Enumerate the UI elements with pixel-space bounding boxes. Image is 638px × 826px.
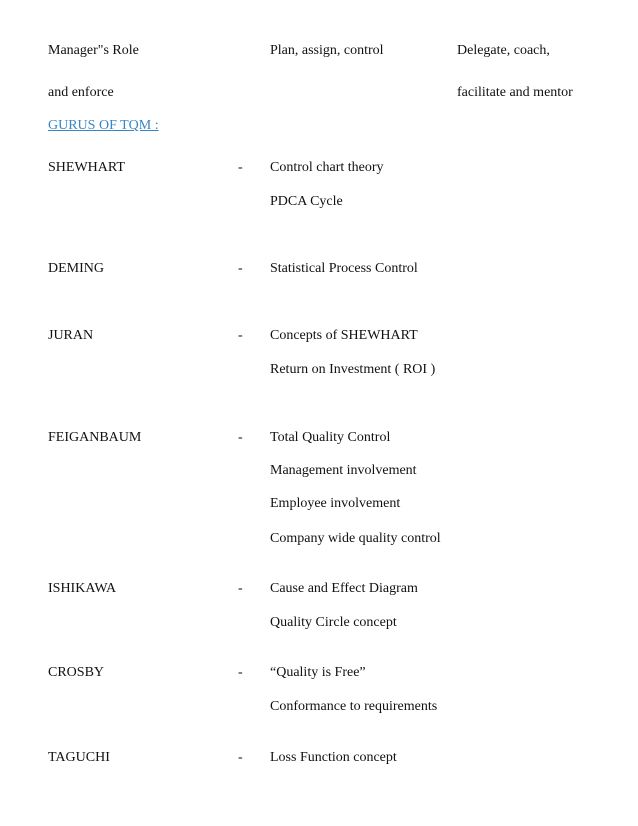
contribution-item: Loss Function concept <box>270 750 397 765</box>
contribution-item: Control chart theory <box>270 160 384 175</box>
guru-name-feiganbaum: FEIGANBAUM <box>48 430 142 445</box>
separator-dash: - <box>238 160 243 175</box>
contribution-item: Quality Circle concept <box>270 615 397 630</box>
guru-name-shewhart: SHEWHART <box>48 160 125 175</box>
managers-role-label: Manager"s Role <box>48 43 139 58</box>
contribution-item: Total Quality Control <box>270 430 391 445</box>
guru-name-crosby: CROSBY <box>48 665 105 680</box>
delegate-coach-text: Delegate, coach, <box>457 43 550 58</box>
contribution-item: Conformance to requirements <box>270 699 438 714</box>
separator-dash: - <box>238 328 243 343</box>
contribution-item: PDCA Cycle <box>270 194 343 209</box>
contribution-item: Statistical Process Control <box>270 261 418 276</box>
guru-name-ishikawa: ISHIKAWA <box>48 581 117 596</box>
facilitate-mentor-text: facilitate and mentor <box>457 85 573 100</box>
separator-dash: - <box>238 581 243 596</box>
guru-name-taguchi: TAGUCHI <box>48 750 110 765</box>
separator-dash: - <box>238 430 243 445</box>
separator-dash: - <box>238 665 243 680</box>
guru-name-juran: JURAN <box>48 328 94 343</box>
separator-dash: - <box>238 261 243 276</box>
contribution-item: Cause and Effect Diagram <box>270 581 418 596</box>
contribution-item: Employee involvement <box>270 496 401 511</box>
contribution-item: Concepts of SHEWHART <box>270 328 418 343</box>
and-enforce-text: and enforce <box>48 85 114 100</box>
guru-name-deming: DEMING <box>48 261 104 276</box>
gurus-of-tqm-heading[interactable]: GURUS OF TQM : <box>48 118 159 133</box>
plan-assign-control-text: Plan, assign, control <box>270 43 384 58</box>
separator-dash: - <box>238 750 243 765</box>
contribution-item: “Quality is Free” <box>270 665 366 680</box>
contribution-item: Company wide quality control <box>270 531 441 546</box>
contribution-item: Management involvement <box>270 463 417 478</box>
contribution-item: Return on Investment ( ROI ) <box>270 362 436 377</box>
